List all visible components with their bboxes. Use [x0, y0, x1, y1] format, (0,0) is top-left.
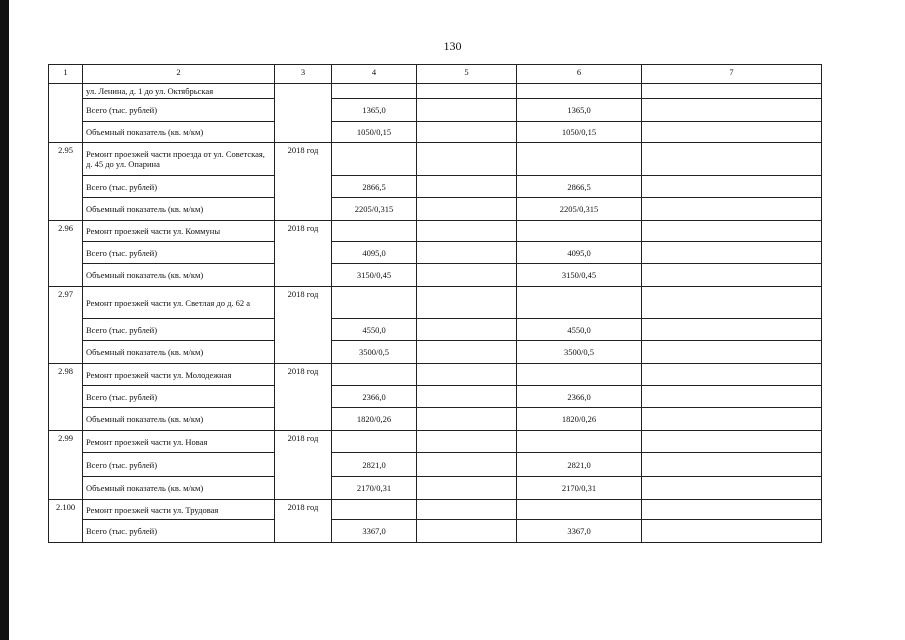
cell-c5	[417, 176, 517, 198]
cell-c5	[417, 143, 517, 176]
cell-c6	[517, 431, 642, 453]
page-number: 130	[443, 39, 462, 53]
cell-c5	[417, 520, 517, 543]
table-row	[49, 364, 822, 386]
cell-c4	[332, 500, 417, 520]
cell-c2: Объемный показатель (кв. м/км)	[83, 198, 275, 221]
cell-c2: Объемный показатель (кв. м/км)	[83, 264, 275, 287]
table-row	[49, 84, 822, 99]
cell-c2: Всего (тыс. рублей)	[83, 176, 275, 198]
cell-c4: 3500/0,5	[332, 341, 417, 364]
cell-c6: 3500/0,5	[517, 341, 642, 364]
header-col-5: 5	[417, 65, 517, 84]
cell-c1: 2.97	[49, 287, 83, 364]
cell-c6	[517, 221, 642, 242]
cell-c1: 2.96	[49, 221, 83, 287]
cell-c7	[642, 477, 822, 500]
cell-c4	[332, 84, 417, 99]
cell-c1	[49, 84, 83, 143]
cell-c2: Объемный показатель (кв. м/км)	[83, 122, 275, 143]
cell-c3: 2018 год	[275, 500, 332, 543]
cell-c7	[642, 319, 822, 341]
cell-c2: Ремонт проезжей части ул. Трудовая	[83, 500, 275, 520]
table-row	[49, 408, 822, 431]
cell-c2: Всего (тыс. рублей)	[83, 242, 275, 264]
cell-c6	[517, 143, 642, 176]
cell-c7	[642, 431, 822, 453]
cell-c3: 2018 год	[275, 287, 332, 364]
cell-c5	[417, 500, 517, 520]
table-row	[49, 221, 822, 242]
cell-c6: 3367,0	[517, 520, 642, 543]
header-col-6: 6	[517, 65, 642, 84]
cell-c5	[417, 99, 517, 122]
header-col-1: 1	[49, 65, 83, 84]
header-col-4: 4	[332, 65, 417, 84]
cell-c3: 2018 год	[275, 143, 332, 221]
cell-c2: Всего (тыс. рублей)	[83, 99, 275, 122]
cell-c5	[417, 242, 517, 264]
cell-c5	[417, 386, 517, 408]
table-row	[49, 99, 822, 122]
cell-c6	[517, 364, 642, 386]
cell-c4: 3150/0,45	[332, 264, 417, 287]
header-col-7: 7	[642, 65, 822, 84]
table-row	[49, 176, 822, 198]
cell-c1: 2.99	[49, 431, 83, 500]
cell-c7	[642, 408, 822, 431]
cell-c7	[642, 99, 822, 122]
cell-c4	[332, 221, 417, 242]
cell-c7	[642, 122, 822, 143]
program-table	[48, 64, 822, 543]
cell-c5	[417, 408, 517, 431]
cell-c7	[642, 287, 822, 319]
cell-c6: 2170/0,31	[517, 477, 642, 500]
cell-c2: Объемный показатель (кв. м/км)	[83, 341, 275, 364]
cell-c6: 4550,0	[517, 319, 642, 341]
cell-c4	[332, 431, 417, 453]
cell-c6	[517, 84, 642, 99]
cell-c6	[517, 500, 642, 520]
cell-c7	[642, 221, 822, 242]
cell-c5	[417, 198, 517, 221]
table-row	[49, 198, 822, 221]
cell-c3	[275, 84, 332, 143]
cell-c7	[642, 500, 822, 520]
cell-c5	[417, 84, 517, 99]
cell-c5	[417, 264, 517, 287]
cell-c5	[417, 341, 517, 364]
cell-c7	[642, 264, 822, 287]
cell-c1: 2.95	[49, 143, 83, 221]
cell-c1: 2.100	[49, 500, 83, 543]
cell-c6: 2366,0	[517, 386, 642, 408]
table-row	[49, 122, 822, 143]
cell-c7	[642, 198, 822, 221]
cell-c2: Всего (тыс. рублей)	[83, 319, 275, 341]
cell-c6: 2866,5	[517, 176, 642, 198]
cell-c4: 2205/0,315	[332, 198, 417, 221]
header-col-2: 2	[83, 65, 275, 84]
cell-c3: 2018 год	[275, 431, 332, 500]
cell-c2: Всего (тыс. рублей)	[83, 453, 275, 477]
cell-c4: 2170/0,31	[332, 477, 417, 500]
cell-c4: 2821,0	[332, 453, 417, 477]
cell-c7	[642, 84, 822, 99]
cell-c1: 2.98	[49, 364, 83, 431]
cell-c4	[332, 143, 417, 176]
cell-c4: 1365,0	[332, 99, 417, 122]
cell-c2: Всего (тыс. рублей)	[83, 520, 275, 543]
cell-c4: 1050/0,15	[332, 122, 417, 143]
cell-c7	[642, 386, 822, 408]
cell-c5	[417, 364, 517, 386]
table-row	[49, 386, 822, 408]
cell-c2: Ремонт проезжей части ул. Молодежная	[83, 364, 275, 386]
cell-c2: Объемный показатель (кв. м/км)	[83, 408, 275, 431]
cell-c7	[642, 242, 822, 264]
cell-c6: 4095,0	[517, 242, 642, 264]
table-row	[49, 341, 822, 364]
cell-c4: 2366,0	[332, 386, 417, 408]
cell-c2: Объемный показатель (кв. м/км)	[83, 477, 275, 500]
cell-c6: 3150/0,45	[517, 264, 642, 287]
table-header-row	[49, 65, 822, 84]
table-row	[49, 287, 822, 319]
cell-c2: Всего (тыс. рублей)	[83, 386, 275, 408]
cell-c2: Ремонт проезжей части проезда от ул. Советская, д. 45 до ул. Опарина	[83, 143, 275, 176]
table-row	[49, 520, 822, 543]
cell-c6	[517, 287, 642, 319]
cell-c4	[332, 364, 417, 386]
table-row	[49, 431, 822, 453]
cell-c5	[417, 477, 517, 500]
cell-c7	[642, 341, 822, 364]
cell-c7	[642, 143, 822, 176]
cell-c6: 2205/0,315	[517, 198, 642, 221]
table-row	[49, 242, 822, 264]
cell-c5	[417, 287, 517, 319]
cell-c7	[642, 453, 822, 477]
cell-c4: 3367,0	[332, 520, 417, 543]
cell-c6: 1050/0,15	[517, 122, 642, 143]
cell-c2: Ремонт проезжей части ул. Коммуны	[83, 221, 275, 242]
scan-edge-bar	[0, 0, 9, 640]
cell-c5	[417, 453, 517, 477]
cell-c5	[417, 319, 517, 341]
table-row	[49, 477, 822, 500]
table-row	[49, 453, 822, 477]
cell-c2: ул. Ленина, д. 1 до ул. Октябрьская	[83, 84, 275, 99]
cell-c5	[417, 221, 517, 242]
cell-c7	[642, 520, 822, 543]
table-row	[49, 500, 822, 520]
table-row	[49, 143, 822, 176]
cell-c3: 2018 год	[275, 221, 332, 287]
table-row	[49, 264, 822, 287]
cell-c4: 1820/0,26	[332, 408, 417, 431]
cell-c2: Ремонт проезжей части ул. Новая	[83, 431, 275, 453]
cell-c6: 2821,0	[517, 453, 642, 477]
cell-c4: 2866,5	[332, 176, 417, 198]
cell-c5	[417, 431, 517, 453]
cell-c5	[417, 122, 517, 143]
cell-c6: 1365,0	[517, 99, 642, 122]
cell-c7	[642, 176, 822, 198]
cell-c4: 4550,0	[332, 319, 417, 341]
cell-c7	[642, 364, 822, 386]
cell-c2: Ремонт проезжей части ул. Светлая до д. 62 а	[83, 287, 275, 319]
cell-c4: 4095,0	[332, 242, 417, 264]
header-col-3: 3	[275, 65, 332, 84]
cell-c6: 1820/0,26	[517, 408, 642, 431]
table-row	[49, 319, 822, 341]
cell-c3: 2018 год	[275, 364, 332, 431]
cell-c4	[332, 287, 417, 319]
